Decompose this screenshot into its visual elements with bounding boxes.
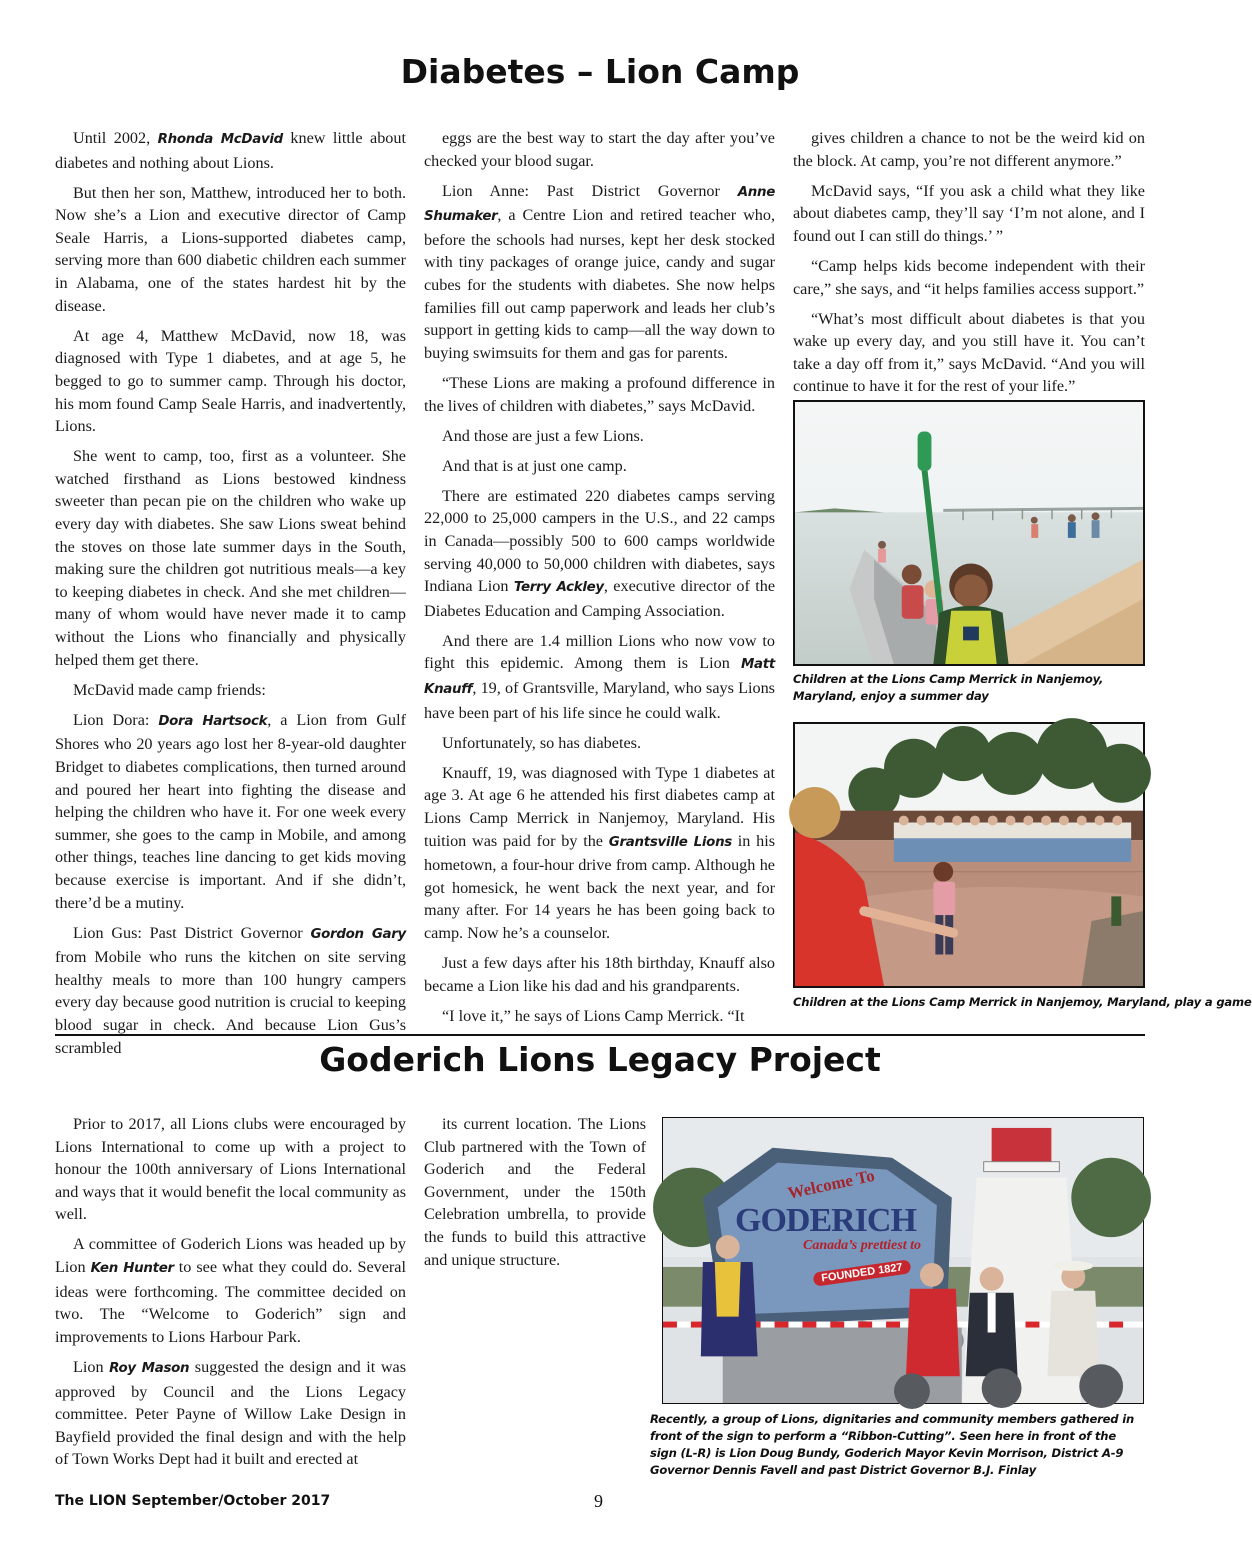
paragraph: Lion Gus: Past District Governor Gordon Gary from Mobile who runs the kitchen on site serving healthy meals to more than 100 hungry campers every day because good nutrition is crucial to keeping blood sugar in check. And because Lion Gus’s scrambled xyxy=(55,923,406,1057)
paragraph: She went to camp, too, first as a volunteer. She watched firsthand as Lions bestowed kindness sweeter than pecan pie on the children who wake up every day with diabetes. She saw Lions sweat behind the stoves on those late summer days in the South, making sure the children got nutritious meals—a key to keeping diabetes in check. And she met children—many of whom would have never made it to camp without the Lions who financially and physically helped them get there. xyxy=(55,447,406,669)
person-name: Gordon Gary xyxy=(310,926,406,942)
article2-column-2 xyxy=(424,1113,646,1279)
paragraph: Prior to 2017, all Lions clubs were encouraged by Lions International to come up with a project to honour the 100th anniversary of Lions International and ways that it would benefit the local community as well. xyxy=(55,1115,406,1224)
person-name: Grantsville Lions xyxy=(608,834,732,850)
paragraph: And those are just a few Lions. xyxy=(442,426,644,445)
paragraph: “Camp helps kids become independent with their care,” she says, and “it helps families access support.” xyxy=(793,256,1145,298)
person-name: Ken Hunter xyxy=(90,1261,174,1277)
paragraph: “These Lions are making a profound difference in the lives of children with diabetes,” says McDavid. xyxy=(424,373,775,415)
article-title-goderich-lions-legacy: Goderich Lions Legacy Project xyxy=(319,1040,881,1079)
article-title-diabetes-lion-camp: Diabetes – Lion Camp xyxy=(400,52,800,91)
person-name: Roy Mason xyxy=(109,1360,190,1376)
article2-column-1 xyxy=(55,1113,406,1478)
paragraph: McDavid says, “If you ask a child what they like about diabetes camp, they’ll say ‘I’m not alone, and I found out I can still do things.’ ” xyxy=(793,181,1145,245)
person-name: Anne Shumaker xyxy=(424,184,775,225)
paragraph: Lion Anne: Past District Governor Anne Shumaker, a Centre Lion and retired teacher who, before the schools had nurses, kept her desk stocked with tiny packages of orange juice, candy and sugar cubes for the students with diabetes. She now helps families fill out camp paperwork and leads her club’s support in getting kids to camp—all the way down to buying swimsuits for them and gas for parents. xyxy=(424,181,775,362)
photo-children-playing-game xyxy=(793,722,1145,988)
photo-children-canoe-lake xyxy=(793,400,1145,666)
paragraph: “What’s most difficult about diabetes is that you wake up every day, and you still have it. You can’t take a day off from it,” says McDavid. “And you will continue to have it for the rest of your life.” xyxy=(793,309,1145,396)
paragraph: A committee of Goderich Lions was headed up by Lion Ken Hunter to see what they could do. Several ideas were forthcoming. The committee decided on two. The “Welcome to Goderich” sign and improvements to Lions Harbour Park. xyxy=(55,1235,406,1346)
sign-tagline: Canada’s prettiest to xyxy=(803,1238,921,1253)
photo-caption-ribbon-cutting: Recently, a group of Lions, dignitaries and community members gathered in front of the sign to perform a “Ribbon-Cutting”. Seen here in front of the sign (L-R) is Lion Doug Bundy, Goderich Mayor Kevin Morrison, District A-9 Governor Dennis Favell and past District Governor B.J. Finlay xyxy=(650,1412,1135,1477)
paragraph: McDavid made camp friends: xyxy=(73,680,266,699)
person-name: Terry Ackley xyxy=(513,580,604,596)
article1-column-2 xyxy=(424,127,775,1035)
paragraph: its current location. The Lions Club partnered with the Town of Goderich and the Federal Government, under the 150th Celebration umbrella, to provide the funds to build this attractive and unique structure. xyxy=(424,1115,646,1269)
paragraph: eggs are the best way to start the day after you’ve checked your blood sugar. xyxy=(424,129,775,170)
paragraph: And that is at just one camp. xyxy=(442,456,627,475)
photo-goderich-ribbon-cutting xyxy=(662,1117,1144,1404)
paragraph: There are estimated 220 diabetes camps serving 22,000 to 25,000 campers in the U.S., and 22 camps in Canada—possibly 500 to 600 camps worldwide serving 40,000 to 50,000 children with diabetes, says Indiana Lion Terry Ackley, executive director of the Diabetes Education and Camping Association. xyxy=(424,486,776,620)
footer-publication: The LION September/October 2017 xyxy=(55,1493,331,1509)
paragraph: Until 2002, Rhonda McDavid knew little about diabetes and nothing about Lions. xyxy=(55,129,406,172)
photo-caption-summer-day: Children at the Lions Camp Merrick in Nanjemoy, Maryland, enjoy a summer day xyxy=(793,672,1104,703)
person-name: Dora Hartsock xyxy=(158,713,268,729)
paragraph: At age 4, Matthew McDavid, now 18, was diagnosed with Type 1 diabetes, and at age 5, he begged to go to summer camp. Through his doctor, his mom found Camp Seale Harris, and inadvertently, Lions. xyxy=(55,326,406,436)
paragraph: Unfortunately, so has diabetes. xyxy=(442,733,641,752)
sign-welcome-text: Welcome To xyxy=(785,1165,877,1203)
person-name: Rhonda McDavid xyxy=(157,132,283,147)
photo-caption-play-game: Children at the Lions Camp Merrick in Nanjemoy, Maryland, play a game xyxy=(793,995,1252,1009)
paragraph: Just a few days after his 18th birthday, Knauff also became a Lion like his dad and his grandparents. xyxy=(424,954,775,995)
paragraph: “I love it,” he says of Lions Camp Merrick. “It xyxy=(442,1006,745,1025)
sign-town-name: GODERICH xyxy=(735,1202,916,1239)
paragraph: gives children a chance to not be the weird kid on the block. At camp, you’re not different anymore.” xyxy=(793,129,1145,170)
article1-column-3 xyxy=(793,127,1145,406)
section-divider xyxy=(55,1034,1145,1036)
paragraph: Lion Dora: Dora Hartsock, a Lion from Gulf Shores who 20 years ago lost her 8-year-old daughter Bridget to diabetes complications, then turned around and poured her heart into fighting the disease and helping the children who have it. For one week every summer, she goes to the camp in Mobile, and among other things, teaches line dancing to get kids moving because exercise is important. And if she didn’t, there’d be a mutiny. xyxy=(55,710,406,912)
paragraph: And there are 1.4 million Lions who now vow to fight this epidemic. Among them is Lion Matt Knauff, 19, of Grantsville, Maryland, who says Lions have been part of his life since he could walk. xyxy=(424,631,775,722)
paragraph: Lion Roy Mason suggested the design and it was approved by Council and the Lions Legacy committee. Peter Payne of Willow Lake Design in Bayfield provided the final design and with the help of Town Works Dept had it built and erected at xyxy=(55,1357,406,1469)
paragraph: Knauff, 19, was diagnosed with Type 1 diabetes at age 3. At age 6 he attended his first diabetes camp at Lions Camp Merrick in Nanjemoy, Maryland. His tuition was paid for by the Grantsville Lions in his hometown, a four-hour drive from camp. Although he got homesick, he went back the next year, and for many after. For 14 years he has been going back to camp. Now he’s a counselor. xyxy=(424,763,775,942)
paragraph: But then her son, Matthew, introduced her to both. Now she’s a Lion and executive director of Camp Seale Harris, a Lions-supported diabetes camp, serving more than 600 diabetic children each summer in Alabama, one of the states hardest hit by the disease. xyxy=(55,183,406,315)
person-name: Matt Knauff xyxy=(424,657,775,698)
sign-founded-banner: FOUNDED 1827 xyxy=(813,1259,912,1286)
page-number: 9 xyxy=(594,1491,603,1511)
article1-column-1 xyxy=(55,127,406,1067)
